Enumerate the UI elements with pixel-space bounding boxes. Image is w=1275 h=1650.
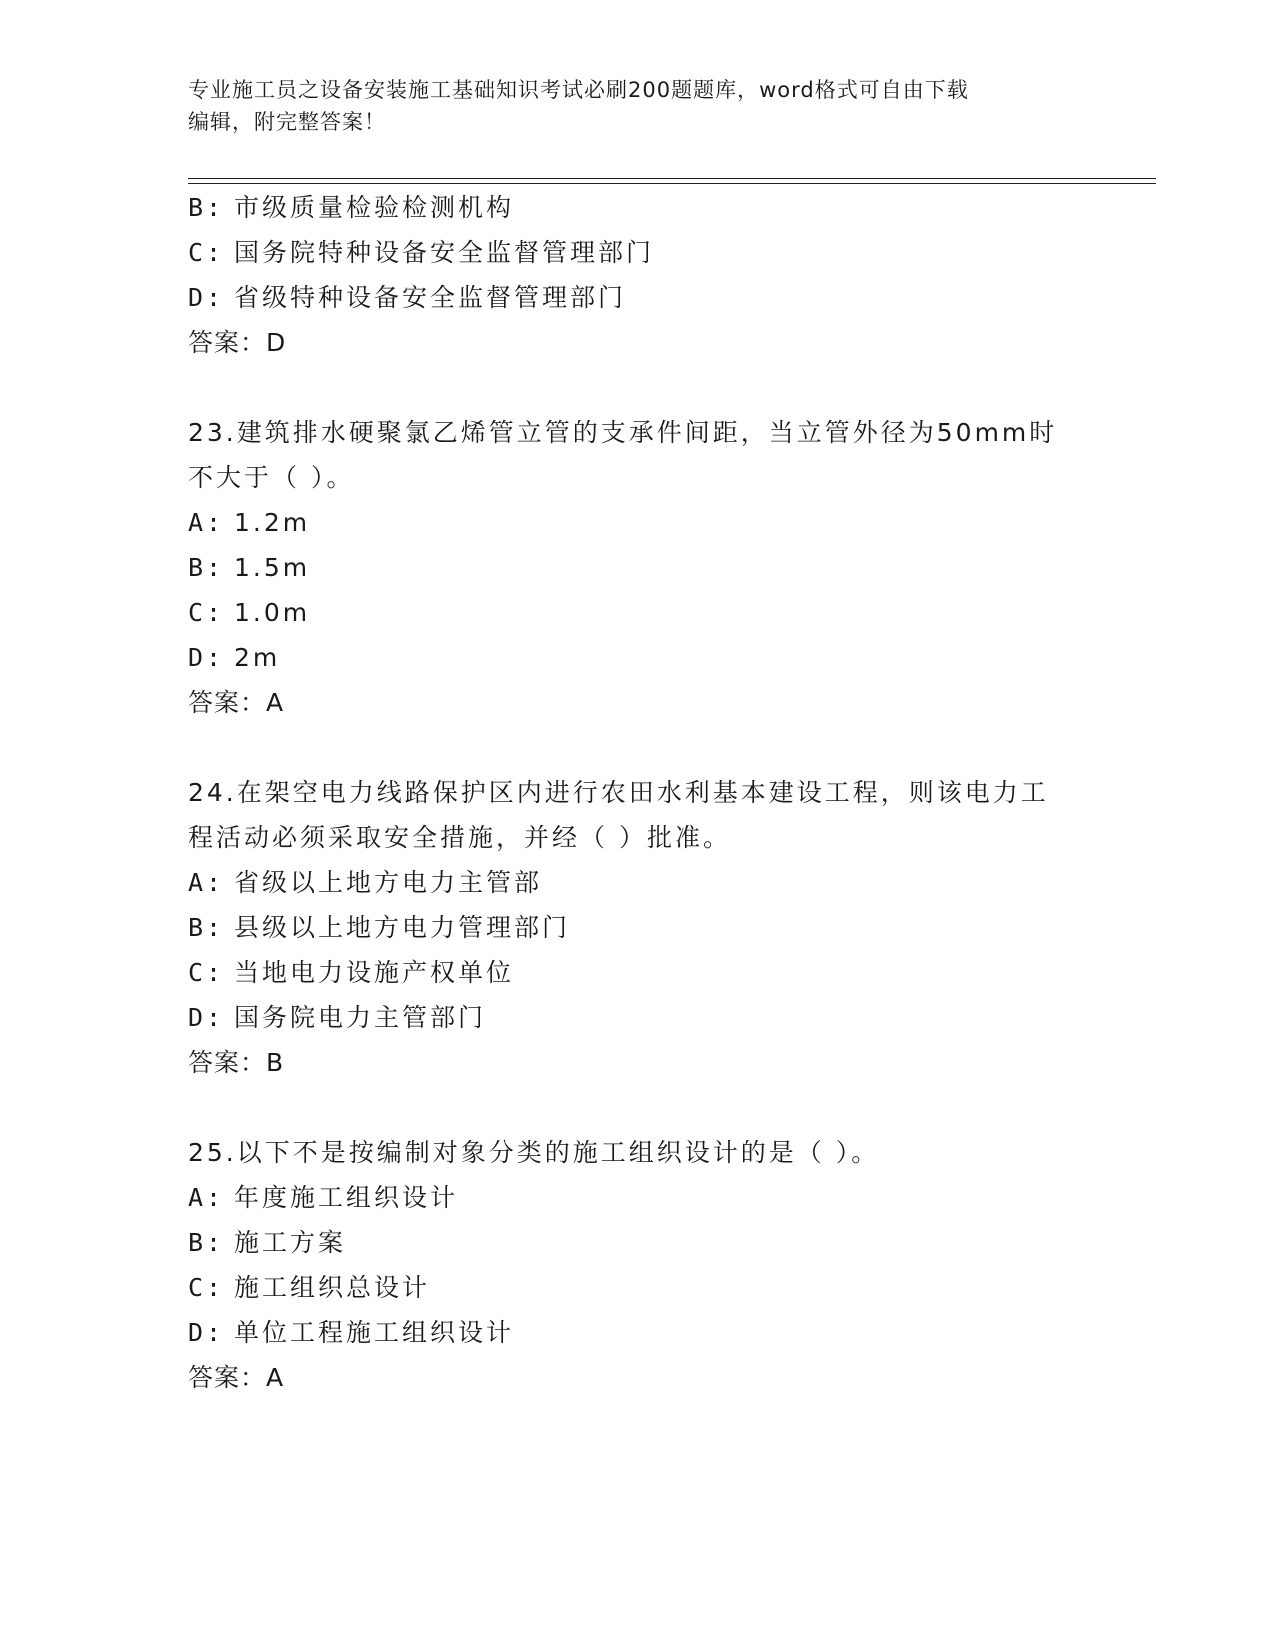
option-letter: A:: [188, 508, 225, 537]
q25-stem-line1: 25.以下不是按编制对象分类的施工组织设计的是（ ）。: [188, 1138, 880, 1167]
q23-option-b: [188, 553, 310, 583]
option-letter: B:: [188, 913, 225, 942]
option-letter: D:: [188, 1003, 225, 1032]
option-letter: D:: [188, 1318, 225, 1347]
option-text: 2m: [234, 643, 281, 672]
q24-option-a: [188, 868, 542, 898]
option-letter: C:: [188, 958, 225, 987]
q23-option-a: [188, 508, 310, 538]
option-text: 年度施工组织设计: [234, 1183, 459, 1212]
header-title-line1: 专业施工员之设备安装施工基础知识考试必刷200题题库，word格式可自由下载: [188, 78, 969, 102]
q24-option-b: [188, 913, 570, 943]
option-letter: C:: [188, 1273, 225, 1302]
q22-option-c: [188, 238, 654, 268]
q24-stem-line1: 24.在架空电力线路保护区内进行农田水利基本建设工程，则该电力工: [188, 778, 1049, 807]
option-letter: B:: [188, 193, 225, 222]
option-letter: C:: [188, 238, 225, 267]
option-letter: A:: [188, 1183, 225, 1212]
option-text: 1.0m: [234, 598, 311, 627]
q25-answer: 答案：A: [188, 1363, 285, 1392]
option-text: 省级以上地方电力主管部: [234, 868, 543, 897]
option-text: 县级以上地方电力管理部门: [234, 913, 571, 942]
option-letter: D:: [188, 283, 225, 312]
option-text: 国务院电力主管部门: [234, 1003, 487, 1032]
option-text: 单位工程施工组织设计: [234, 1318, 515, 1347]
q22-option-b: [188, 193, 514, 223]
q23-option-d: [188, 643, 280, 673]
header-title-line2: 编辑，附完整答案！: [188, 110, 386, 134]
q23-stem-line2: 不大于（ ）。: [188, 463, 355, 492]
option-text: 1.5m: [234, 553, 311, 582]
q24-stem-line2: 程活动必须采取安全措施，并经（ ）批准。: [188, 823, 731, 852]
q25-option-c: [188, 1273, 430, 1303]
q23-option-c: [188, 598, 310, 628]
q22-option-d: [188, 283, 626, 313]
q25-option-a: [188, 1183, 458, 1213]
option-text: 施工方案: [234, 1228, 347, 1257]
header-divider-bottom: [188, 183, 1156, 184]
option-text: 市级质量检验检测机构: [234, 193, 515, 222]
option-text: 施工组织总设计: [234, 1273, 431, 1302]
q25-option-b: [188, 1228, 346, 1258]
option-text: 国务院特种设备安全监督管理部门: [234, 238, 655, 267]
q24-option-c: [188, 958, 514, 988]
option-letter: A:: [188, 868, 225, 897]
q25-option-d: [188, 1318, 514, 1348]
option-letter: C:: [188, 598, 225, 627]
option-text: 省级特种设备安全监督管理部门: [234, 283, 627, 312]
header-divider-top: [188, 178, 1156, 179]
option-letter: D:: [188, 643, 225, 672]
q22-answer: 答案：D: [188, 328, 287, 357]
option-letter: B:: [188, 1228, 225, 1257]
option-text: 1.2m: [234, 508, 311, 537]
option-letter: B:: [188, 553, 225, 582]
document-header: [188, 74, 1088, 138]
option-text: 当地电力设施产权单位: [234, 958, 515, 987]
q24-answer: 答案：B: [188, 1048, 285, 1077]
q23-stem-line1: 23.建筑排水硬聚氯乙烯管立管的支承件间距，当立管外径为50mm时: [188, 418, 1058, 447]
q24-option-d: [188, 1003, 486, 1033]
q23-answer: 答案：A: [188, 688, 285, 717]
